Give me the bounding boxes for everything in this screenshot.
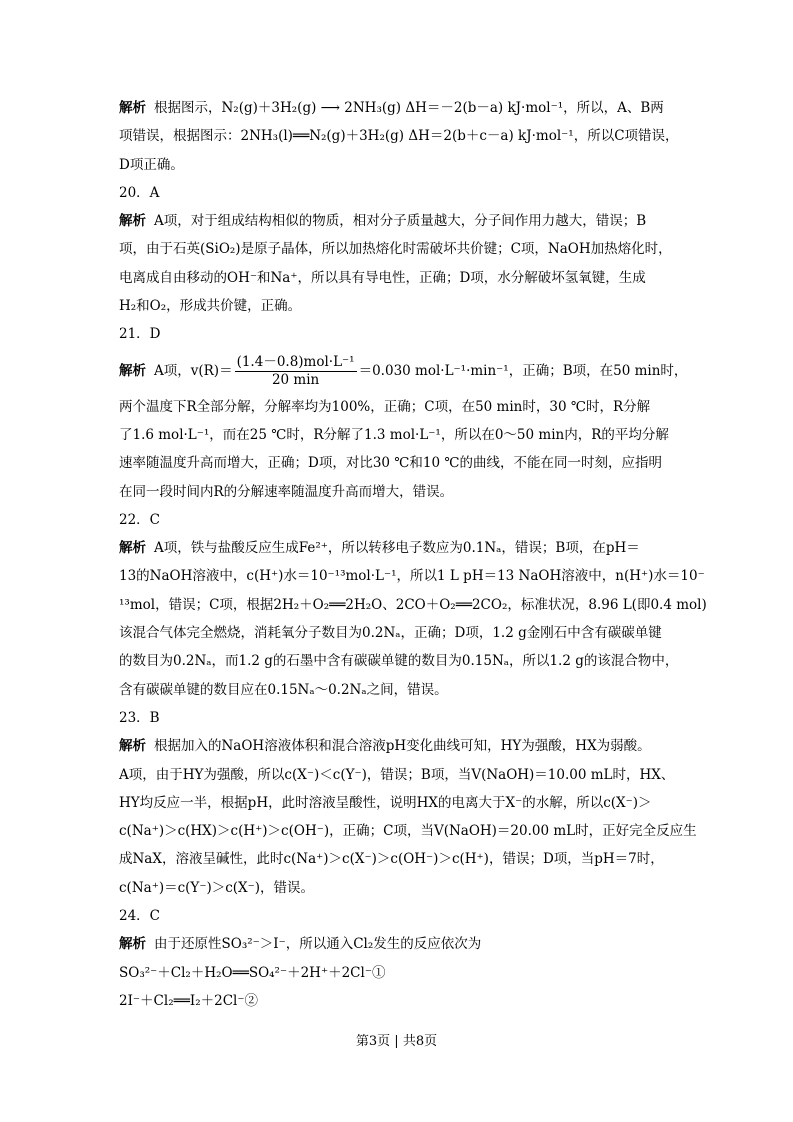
text-line [119, 732, 679, 760]
text-line [119, 534, 679, 562]
text-line [119, 207, 679, 235]
text-line: 的数目为0.2Nₐ，而1.2 g的石墨中含有碳碳单键的数目为0.15Nₐ，所以1.2 g的该混合物中， [119, 653, 679, 670]
answer-content [119, 94, 707, 1015]
text-line: 13的NaOH溶液中，c(H⁺)水＝10⁻¹³mol·L⁻¹，所以1 L pH＝13 NaOH溶液中，n(H⁺)水＝10⁻ [119, 568, 705, 585]
line-text: A项，铁与盐酸反应生成Fe²⁺，所以转移电子数应为0.1Nₐ，错误；B项，在pH＝ [154, 540, 640, 557]
fraction-denominator: 20 min [271, 371, 320, 388]
question-number: 20．A [119, 184, 160, 201]
fraction-numerator: (1.4－0.8)mol·L⁻¹ [236, 353, 355, 370]
analysis-label: 解析 [119, 362, 146, 379]
question-number: 21．D [119, 326, 161, 343]
line-text: 根据加入的NaOH溶液体积和混合溶液pH变化曲线可知，HY为强酸，HX为弱酸。 [154, 738, 651, 755]
analysis-label: 解析 [119, 738, 146, 755]
text-line: 项，由于石英(SiO₂)是原子晶体，所以加热熔化时需破坏共价键；C项，NaOH加热熔化时， [119, 241, 672, 258]
text-line: 在同一段时间内R的分解速率随温度升高而增大，错误。 [119, 483, 454, 500]
question-number: 24．C [119, 908, 161, 925]
line-text: A项，对于组成结构相似的物质，相对分子质量越大，分子间作用力越大，错误；B [154, 213, 647, 230]
text-line: 该混合气体完全燃烧，消耗氧分子数目为0.2Nₐ，正确；D项，1.2 g金刚石中含有碳碳单键 [119, 625, 662, 642]
text-line: HY均反应一半，根据pH，此时溶液呈酸性，说明HX的电离大于X⁻的水解，所以c(X⁻)＞ [119, 794, 652, 811]
text-line: 成NaX，溶液呈碱性，此时c(Na⁺)＞c(X⁻)＞c(OH⁻)＞c(H⁺)，错误；D项，当pH＝7时， [119, 851, 664, 868]
text-line: ¹³mol，错误；C项，根据2H₂＋O₂══2H₂O、2CO＋O₂══2CO₂，标准状况，8.96 L(即0.4 mol) [119, 596, 707, 613]
analysis-label: 解析 [119, 936, 146, 953]
text-line: 两个温度下R全部分解，分解率均为100%，正确；C项，在50 min时，30 ℃时，R分解 [119, 398, 651, 415]
text-line: c(Na⁺)＝c(Y⁻)＞c(X⁻)，错误。 [119, 879, 315, 896]
line-text: 由于还原性SO₃²⁻＞I⁻，所以通入Cl₂发生的反应依次为 [154, 936, 482, 953]
text-line: c(Na⁺)＞c(HX)＞c(H⁺)＞c(OH⁻)，正确；C项，当V(NaOH)＝20.00 mL时，正好完全反应生 [119, 823, 697, 840]
text-line: A项，由于HY为强酸，所以c(X⁻)＜c(Y⁻)，错误；B项，当V(NaOH)＝10.00 mL时，HX、 [119, 766, 675, 783]
text-line [119, 930, 679, 958]
equation-line: 2I⁻＋Cl₂══I₂＋2Cl⁻② [119, 992, 258, 1009]
page-footer: 第3页 | 共8页 [355, 1034, 438, 1049]
text-line: 电离成自由移动的OH⁻和Na⁺，所以具有导电性，正确；D项，水分解破坏氢氧键，生成 [119, 269, 646, 286]
text-line [119, 349, 688, 393]
line-text: ＝0.030 mol·L⁻¹·min⁻¹，正确；B项，在50 min时， [358, 362, 688, 379]
text-line: D项正确。 [119, 156, 184, 173]
text-line: H₂和O₂，形成共价键，正确。 [119, 298, 302, 315]
text-line: 了1.6 mol·L⁻¹，而在25 ℃时，R分解了1.3 mol·L⁻¹，所以在0～50 min内，R的平均分解 [119, 426, 669, 443]
line-text: A项，v(R)＝ [154, 362, 233, 379]
question-number: 23．B [119, 709, 160, 726]
analysis-label: 解析 [119, 100, 146, 116]
text-line: 速率随温度升高而增大，正确；D项，对比30 ℃和10 ℃的曲线，不能在同一时刻，应指明 [119, 455, 662, 472]
equation-line: SO₃²⁻＋Cl₂＋H₂O══SO₄²⁻＋2H⁺＋2Cl⁻① [119, 964, 386, 981]
text-line [119, 94, 679, 122]
text-line: 项错误，根据图示：2NH₃(l)══N₂(g)＋3H₂(g) ΔH＝2(b＋c－a) kJ·mol⁻¹，所以C项错误， [119, 128, 679, 145]
text-line: 含有碳碳单键的数目应在0.15Nₐ～0.2Nₐ之间，错误。 [119, 681, 448, 698]
analysis-label: 解析 [119, 540, 146, 557]
analysis-label: 解析 [119, 213, 146, 230]
rate-fraction [235, 354, 357, 389]
line-text: 根据图示，N₂(g)＋3H₂(g) ⟶ 2NH₃(g) ΔH＝－2(b－a) kJ·mol⁻¹，所以，A、B两 [154, 100, 664, 116]
question-number: 22．C [119, 511, 161, 528]
